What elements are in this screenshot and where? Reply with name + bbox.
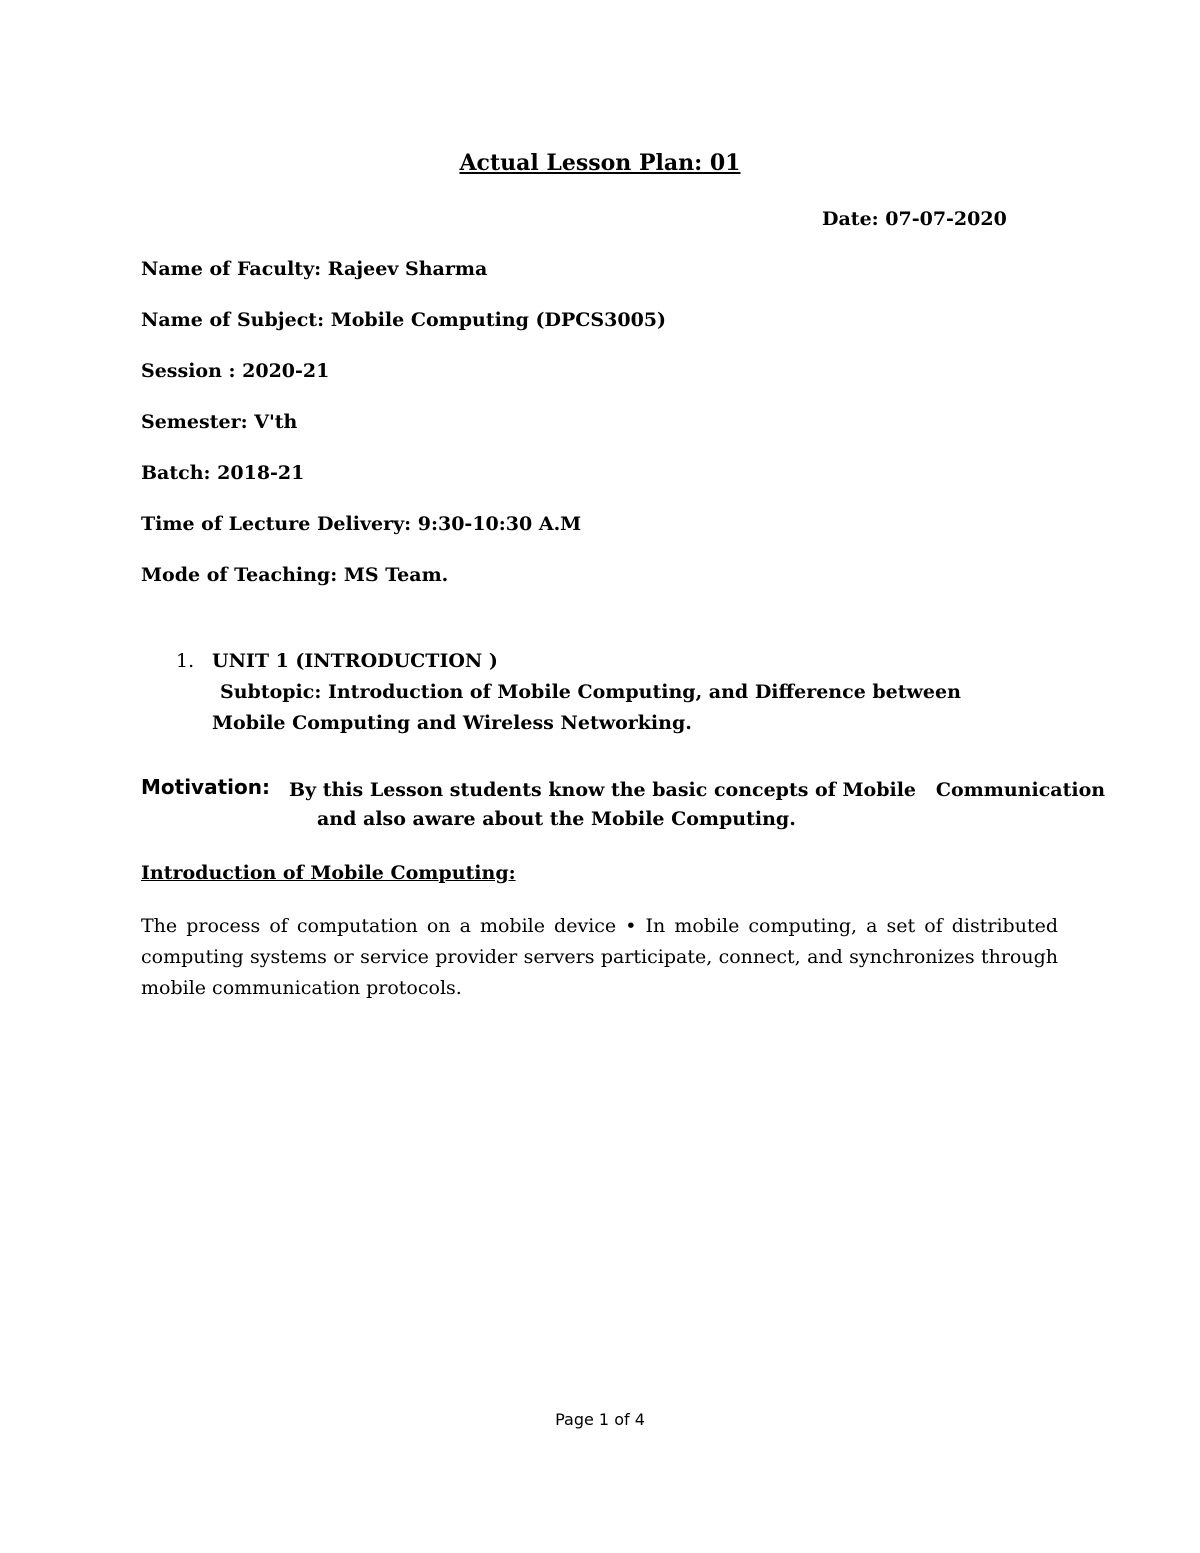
motivation-text: [289, 776, 1106, 834]
teaching-mode: Mode of Teaching: MS Team.: [141, 564, 449, 586]
page-title: Actual Lesson Plan: 01: [459, 150, 741, 176]
semester: Semester: V'th: [141, 411, 298, 433]
faculty-name: Name of Faculty: Rajeev Sharma: [141, 258, 488, 280]
motivation-label: Motivation:: [141, 775, 270, 799]
list-number: 1.: [176, 650, 195, 672]
lecture-time: Time of Lecture Delivery: 9:30-10:30 A.M: [141, 513, 582, 535]
session: Session : 2020-21: [141, 360, 330, 382]
batch: Batch: 2018-21: [141, 462, 305, 484]
motivation-line-1: By this Lesson students know the basic concepts of Mobile Communication: [289, 779, 1106, 801]
subject-name: Name of Subject: Mobile Computing (DPCS3005): [141, 309, 667, 331]
unit-title: UNIT 1 (INTRODUCTION ): [212, 650, 498, 672]
section-heading: Introduction of Mobile Computing:: [141, 862, 516, 884]
unit-subtopic: Subtopic: Introduction of Mobile Computing, and Difference between Mobile Computing and Wireless Networking.: [212, 681, 961, 734]
lesson-date: Date: 07-07-2020: [822, 208, 1007, 230]
motivation-line-2: and also aware about the Mobile Computing.: [317, 808, 796, 830]
page-number-footer: Page 1 of 4: [555, 1410, 645, 1429]
body-paragraph: The process of computation on a mobile device • In mobile computing, a set of distributed computing systems or service provider servers participate, connect, and synchronizes through mobile communication protocols.: [141, 915, 1058, 999]
